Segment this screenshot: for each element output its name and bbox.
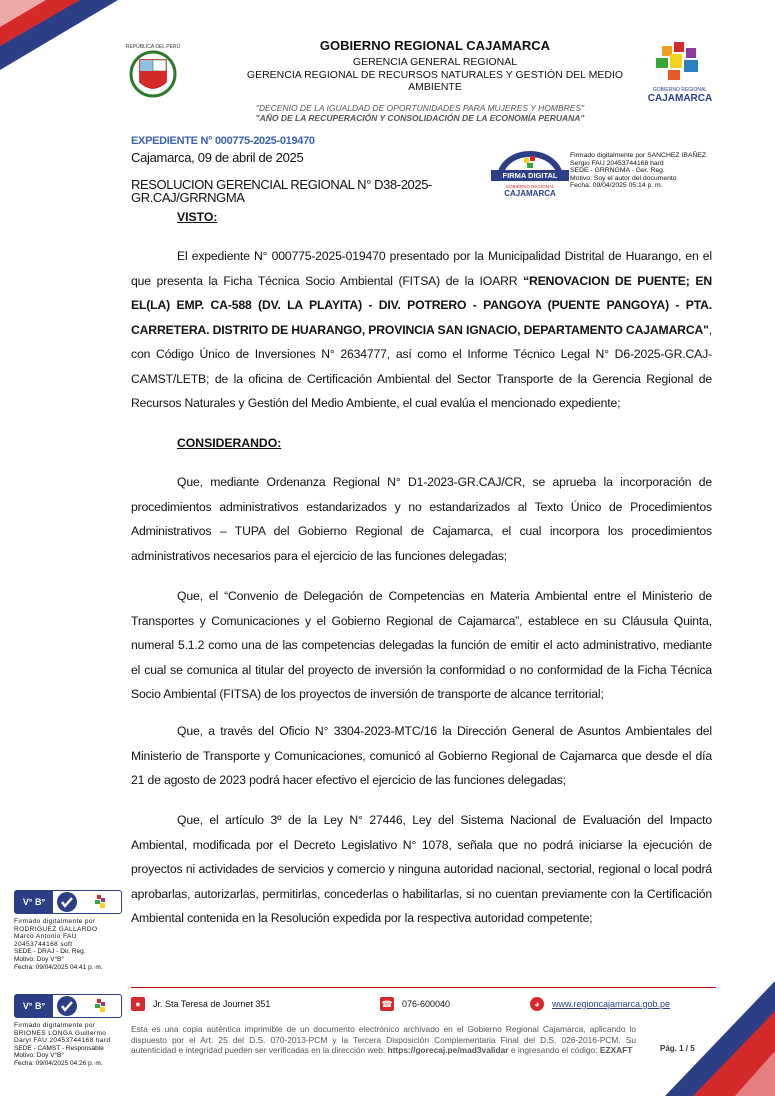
resolution-title <box>131 178 461 204</box>
vb2-details <box>14 1022 122 1068</box>
validation-url[interactable]: https://gorecaj.pe/mad3validar <box>387 1045 509 1056</box>
motto <box>190 103 650 123</box>
motto-line-1: "DECENIO DE LA IGUALDAD DE OPORTUNIDADES PARA MUJERES Y HOMBRES" <box>255 103 585 113</box>
footer-address <box>131 997 270 1011</box>
badge-sub-2: CAJAMARCA <box>504 189 556 198</box>
badge-sub-1: GOBIERNO REGIONAL <box>505 184 555 189</box>
signature-line-3: SEDE - GRRNGMA - Ger. Reg. <box>570 167 665 175</box>
logo-big-text: CAJAMARCA <box>647 93 713 104</box>
motto-line-2: "AÑO DE LA RECUPERACIÓN Y CONSOLIDACIÓN DE LA ECONOMÍA PERUANA" <box>255 113 585 123</box>
region-logo-icon <box>93 894 109 910</box>
p5-text: Que, el artículo 3º de la Ley N° 27446, Ley del Sistema Nacional de Evaluación del Impacto Ambiental, modificada por el Decreto Legislativo N° 1078, señala que no podrá iniciarse la ejecución de proyectos ni actividades de servicios y comercio y ninguna autoridad nacional, sectorial, regional o local podrá aprobarlas, autorizarlas, permitirlas, concederlas o habilitarlas, si no cuentan previamente con la Certificación Ambiental contenida en la Resolución expedida por la respectiva autoridad competente; <box>131 813 712 925</box>
corner-decoration-top-left <box>0 0 120 75</box>
expediente-number: EXPEDIENTE N° 000775-2025-019470 <box>131 135 315 147</box>
vb1-line-2: RODRIGUEZ GALLARDO <box>14 925 98 933</box>
vb2-line-1: Firmado digitalmente por <box>14 1022 96 1029</box>
p1-text-b: , con Código Único de Inversiones N° 2634777, así como el Informe Técnico Legal N° D6-2025-GR.CAJ-CAMST/LETB; de la oficina de Certificación Ambiental del Sector Transporte de la Gerencia Regional de Recursos Naturales y Gestión del Medio Ambiente, el cual evalúa el mencionado expediente; <box>131 322 712 410</box>
resolution-line-2: GR.CAJ/GRRNGMA <box>131 190 245 205</box>
document-date: Cajamarca, 09 de abril de 2025 <box>131 150 304 165</box>
vb-stamp-2 <box>14 994 122 1018</box>
vb-label: V° B° <box>15 995 53 1017</box>
vb1-line-7: Fecha: 09/04/2025 04:41 p. m. <box>14 963 103 971</box>
validation-code: EZXAFT <box>599 1045 633 1056</box>
address-text: Jr. Sta Teresa de Journet 351 <box>153 999 271 1009</box>
vb1-line-6: Motivo: Doy V°B° <box>14 955 64 963</box>
region-logo-icon <box>93 998 109 1014</box>
paragraph-5 <box>131 808 712 931</box>
signature-line-4: Motivo: Soy el autor del documento <box>570 174 677 182</box>
vb1-line-5: SEDE - DRAJ - Dir. Reg. <box>14 948 86 956</box>
phone-text: 076-600040 <box>402 999 451 1009</box>
p3-text: Que, el “Convenio de Delegación de Competencias en Materia Ambiental entre el Ministerio de Transportes y Comunicaciones y el Gobierno Regional de Cajamarca”, establece en su Cláusula Quinta, numeral 5.1.2 como una de las competencias delegadas la función de emitir el acto administrativo, mediante el cual se comunica al titular del proyecto de inversión la conformidad o no conformidad de la Ficha Técnica Socio Ambiental (FITSA) de los proyectos de inversión de transporte de alcance territorial; <box>131 589 712 701</box>
considerando-heading: CONSIDERANDO: <box>177 436 282 450</box>
logo-small-text: GOBIERNO REGIONAL <box>652 87 708 93</box>
check-icon <box>57 996 77 1016</box>
note-text-a: Esta es una copia auténtica imprimible de un documento electrónico archivado en el Gobierno Regional Cajamarca, aplicando lo dispuesto por el Art. 25 del D.S. 070-2013-PCM y la Tercera Disposición Complementaria Final del D.S. 026-2016-PCM. Su autenticidad e integridad pueden ser verificadas en la dirección web: <box>131 1024 636 1056</box>
phone-icon: ☎ <box>381 999 393 1009</box>
vb-stamp-1 <box>14 890 122 914</box>
cajamarca-map-icon <box>640 40 720 82</box>
website-link[interactable]: www.regioncajamarca.gob.pe <box>552 999 671 1009</box>
footer-phone <box>380 997 450 1011</box>
p2-text: Que, mediante Ordenanza Regional N° D1-2023-GR.CAJ/CR, se aprueba la incorporación de procedimientos administrativos estandarizados y no estandarizados al Texto Único de Procedimientos Administrativos – TUPA del Gobierno Regional de Cajamarca, el cual incorpora los procedimientos administrativos necesarios para el ejercicio de las funciones delegadas; <box>131 475 712 563</box>
signature-line-5: Fecha: 09/04/2025 05:14 p. m. <box>570 182 663 190</box>
signature-line-2: Sergio FAU 20453744168 hard <box>570 159 664 167</box>
header-subtitle-2: GERENCIA REGIONAL DE RECURSOS NATURALES Y GESTIÓN DEL MEDIO AMBIENTE <box>246 69 624 93</box>
header-title: GOBIERNO REGIONAL CAJAMARCA <box>319 38 551 53</box>
vb2-line-2: BRIONES LONGA Guillermo <box>14 1029 107 1037</box>
p1-text-a: El expediente N° 000775-2025-019470 presentado por la Municipalidad Distrital de Huarango, en el que presenta la Ficha Técnica Socio Ambiental (FITSA) de la IOARR <box>131 249 712 288</box>
vb1-line-4: 20453744168 soft <box>14 940 73 948</box>
footer-divider <box>131 987 716 988</box>
p4-text: Que, a través del Oficio N° 3304-2023-MTC/16 la Dirección General de Asuntos Ambientales del Ministerio de Transporte y Comunicaciones, comunicó al Gobierno Regional de Cajamarca que desde el día 21 de agosto de 2023 podrá hacer efectivo el ejercicio de las funciones delegadas; <box>131 724 712 787</box>
svg-text:REPÚBLICA DEL PERÚ: REPÚBLICA DEL PERÚ <box>125 44 181 50</box>
vb2-line-3: Daryl FAU 20453744168 hard <box>14 1037 111 1045</box>
firma-digital-badge <box>491 148 569 202</box>
check-icon <box>57 892 77 912</box>
corner-decoration-bottom-right <box>665 981 775 1096</box>
location-pin-icon: ● <box>131 997 145 1011</box>
cajamarca-logo <box>640 40 720 102</box>
paragraph-3 <box>131 584 712 707</box>
vb1-line-1: Firmado digitalmente por <box>14 918 96 925</box>
paragraph-visto <box>131 244 712 416</box>
vb1-line-3: Marco Antonio FAU <box>14 933 77 941</box>
visto-heading: VISTO: <box>177 210 218 224</box>
vb-label: V° B° <box>15 891 53 913</box>
resolution-line-1: RESOLUCION GERENCIAL REGIONAL N° D38-2025- <box>131 177 432 192</box>
vb2-line-5: Motivo: Doy V°B° <box>14 1052 64 1060</box>
authenticity-note <box>131 1024 636 1056</box>
peru-coat-of-arms-icon <box>122 40 184 104</box>
signature-details <box>570 152 730 190</box>
p1-project-name: “RENOVACION DE PUENTE; EN EL(LA) EMP. CA-588 (DV. LA PLAYITA) - DIV. POTRERO - PANGOYA (PUENTE PANGOYA) - PTA. CARRETERA. DISTRITO DE HUARANGO, PROVINCIA SAN IGNACIO, DEPARTAMENTO CAJAMARCA" <box>131 273 713 337</box>
header-subtitle-1: GERENCIA GENERAL REGIONAL <box>352 56 518 68</box>
vb2-line-6: Fecha: 09/04/2025 04:26 p. m. <box>14 1059 103 1067</box>
signature-line-1: Firmado digitalmente por SANCHEZ IBAÑEZ <box>570 152 706 159</box>
firma-digital-label: FIRMA DIGITAL <box>502 171 558 180</box>
footer-web <box>530 997 670 1011</box>
globe-icon: ◕ <box>530 997 544 1011</box>
vb2-line-4: SEDE - CAMST - Responsable <box>14 1044 104 1052</box>
vb1-details <box>14 918 122 971</box>
note-text-b: e ingresando el código: <box>508 1045 600 1056</box>
paragraph-4 <box>131 719 712 793</box>
page-number: Pág. 1 / 5 <box>660 1044 695 1053</box>
paragraph-2 <box>131 470 712 568</box>
